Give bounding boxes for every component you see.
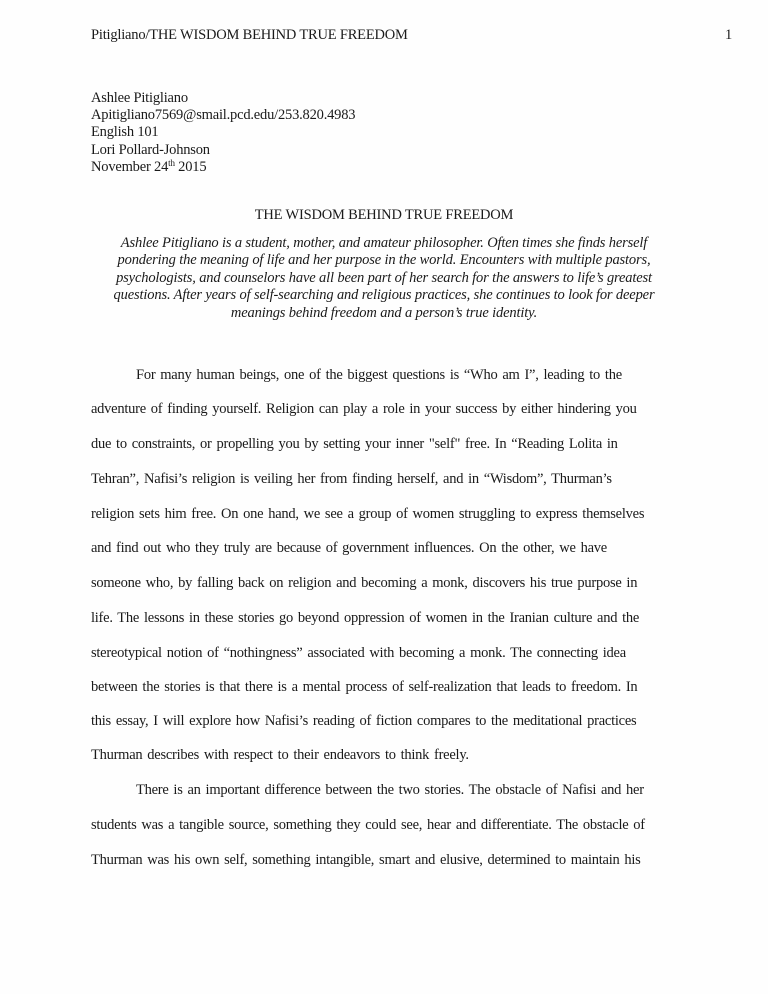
date-year: 2015 [174,158,207,175]
course-name: English 101 [91,124,159,141]
abstract-line: meanings behind freedom and a person’s true identity. [230,304,538,321]
author-bio-abstract [84,235,684,322]
body-line: someone who, by falling back on religion and becoming a monk, discovers his true purpose in [91,575,638,591]
essay-date [91,159,355,176]
essay-title: THE WISDOM BEHIND TRUE FREEDOM [254,207,514,223]
body-line: due to constraints, or propelling you by setting your inner "self" free. In “Reading Lolita in [91,436,618,452]
author-name: Ashlee Pitigliano [91,90,188,106]
body-line: adventure of finding yourself. Religion can play a role in your success by either hindering you [91,401,637,417]
body-line: this essay, I will explore how Nafisi’s reading of fiction compares to the meditational practices [91,713,637,729]
mla-heading-block [91,90,355,176]
body-line: stereotypical notion of “nothingness” associated with becoming a monk. The connecting idea [91,645,626,661]
body-line: Thurman was his own self, something intangible, smart and elusive, determined to maintain his [91,852,641,868]
body-line: between the stories is that there is a mental process of self-realization that leads to freedom. In [91,679,638,695]
author-contact: Apitigliano7569@smail.pcd.edu/253.820.4983 [91,107,356,124]
running-head: Pitigliano/THE WISDOM BEHIND TRUE FREEDOM [91,27,408,43]
date-prefix: November 24 [91,158,169,175]
body-line: For many human beings, one of the biggest questions is “Who am I”, leading to the [136,367,622,383]
page-number: 1 [725,27,733,43]
body-line: There is an important difference between the two stories. The obstacle of Nafisi and her [136,782,644,798]
body-line: and find out who they truly are because of government influences. On the other, we have [91,540,607,556]
body-line: Tehran”, Nafisi’s religion is veiling her from finding herself, and in “Wisdom”, Thurman’s [91,471,612,487]
instructor-name: Lori Pollard-Johnson [91,141,210,158]
abstract-line: psychologists, and counselors have all been part of her search for the answers to life’s greatest [116,269,652,286]
body-line: Thurman describes with respect to their endeavors to think freely. [91,747,469,763]
body-line: students was a tangible source, something they could see, hear and differentiate. The obstacle of [91,817,645,833]
abstract-line: pondering the meaning of life and her purpose in the world. Encounters with multiple pastors, [117,252,651,269]
body-line: life. The lessons in these stories go beyond oppression of women in the Iranian culture and the [91,610,640,626]
abstract-line: questions. After years of self-searching and religious practices, she continues to look for deeper [113,287,655,304]
abstract-line: Ashlee Pitigliano is a student, mother, and amateur philosopher. Often times she finds herself [120,235,648,251]
body-line: religion sets him free. On one hand, we see a group of women struggling to express themselves [91,506,645,522]
date-ordinal-suffix: th [168,157,175,168]
